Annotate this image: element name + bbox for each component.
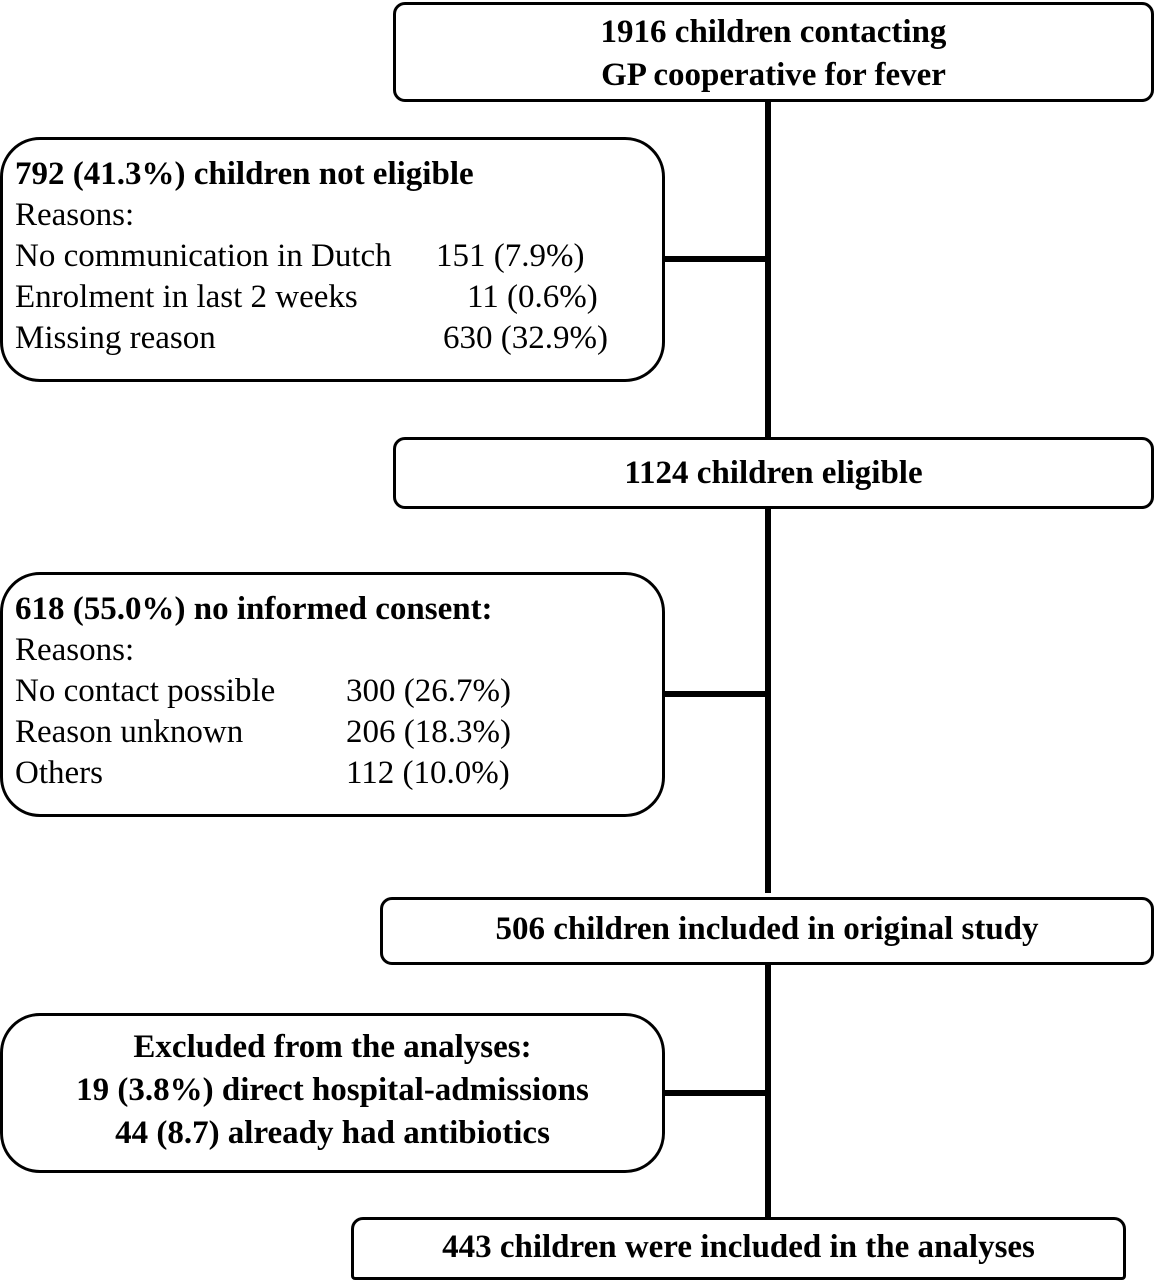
start-box-line1: 1916 children contacting <box>600 14 947 50</box>
excluded-line2: 19 (3.8%) direct hospital-admissions <box>76 1072 589 1108</box>
included-box <box>380 897 1154 965</box>
vertical-connector-1 <box>765 100 771 440</box>
reason-label: No communication in Dutch <box>15 238 392 274</box>
list-item <box>15 277 662 318</box>
reason-value: 630 (32.9%) <box>443 320 608 356</box>
reason-value: 112 (10.0%) <box>346 755 510 791</box>
horizontal-connector-no-consent <box>663 691 768 697</box>
final-box-text: 443 children were included in the analyses <box>442 1229 1035 1265</box>
excluded-line3: 44 (8.7) already had antibiotics <box>115 1115 550 1151</box>
list-item <box>15 712 662 753</box>
no-consent-heading: 618 (55.0%) no informed consent: <box>15 591 493 627</box>
eligible-box-text: 1124 children eligible <box>624 455 923 491</box>
not-eligible-reasons-label: Reasons: <box>15 197 135 233</box>
excluded-line1: Excluded from the analyses: <box>133 1029 532 1065</box>
list-item <box>15 671 662 712</box>
list-item <box>15 318 662 359</box>
reason-value: 300 (26.7%) <box>346 673 511 709</box>
final-box <box>351 1217 1126 1280</box>
reason-value: 11 (0.6%) <box>467 279 598 315</box>
reason-label: Others <box>15 755 103 791</box>
reason-value: 151 (7.9%) <box>436 238 585 274</box>
no-consent-box <box>0 572 665 817</box>
start-box-line2: GP cooperative for fever <box>601 57 946 93</box>
excluded-box <box>0 1013 665 1173</box>
reason-label: Enrolment in last 2 weeks <box>15 279 358 315</box>
eligible-box <box>393 437 1154 509</box>
no-consent-reasons-label: Reasons: <box>15 632 135 668</box>
list-item <box>15 753 662 794</box>
horizontal-connector-excluded <box>663 1090 768 1096</box>
included-box-text: 506 children included in original study <box>495 911 1039 947</box>
not-eligible-box <box>0 137 665 382</box>
horizontal-connector-not-eligible <box>663 256 768 262</box>
reason-value: 206 (18.3%) <box>346 714 511 750</box>
list-item <box>15 236 662 277</box>
not-eligible-heading: 792 (41.3%) children not eligible <box>15 156 474 192</box>
reason-label: No contact possible <box>15 673 276 709</box>
reason-label: Missing reason <box>15 320 216 356</box>
start-box <box>393 2 1154 102</box>
reason-label: Reason unknown <box>15 714 244 750</box>
vertical-connector-2 <box>765 507 771 893</box>
